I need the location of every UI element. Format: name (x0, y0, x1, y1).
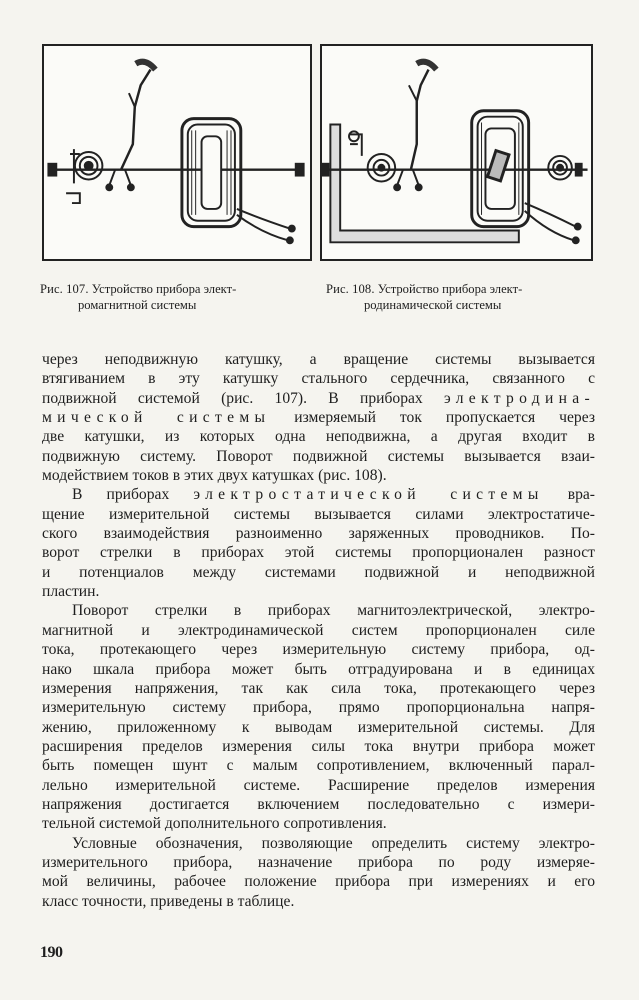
paragraph-3 (42, 601, 595, 833)
text-line: ворот стрелки в приборах этой системы пропорционален разност (42, 544, 595, 562)
text-line (42, 389, 595, 408)
text-line (42, 485, 595, 504)
text-line (42, 408, 595, 427)
electromagnetic-device-drawing (44, 46, 310, 259)
text-line: через неподвижную катушку, а вращение системы вызывается (42, 351, 595, 368)
text-line: модействием токов в этих двух катушках (рис. 108). (42, 467, 387, 485)
page-number: 190 (40, 944, 63, 961)
text-run: вра- (543, 486, 595, 504)
spaced-term: электростатической системы (193, 486, 544, 504)
paragraph-4 (42, 834, 595, 911)
text-run: подвижной системой (рис. 107). В приборах (42, 389, 445, 407)
text-run: измеряемый ток пропускается через (270, 409, 595, 427)
text-line: пластин. (42, 583, 100, 601)
figure-107-number: Рис. 107. (40, 282, 89, 296)
figure-107-caption-line1: Устройство прибора элект- (91, 282, 237, 296)
spaced-term: электродина- (444, 389, 595, 407)
text-line: магнитной и электродинамической систем пропорционален силе (42, 621, 595, 639)
figure-108-caption-line1: Устройство прибора элект- (377, 282, 523, 296)
text-line: ского взаимодействия разноименно заряженных проводников. По- (42, 525, 595, 543)
figure-108-electrodynamic-device (320, 44, 593, 261)
text-line: тельной системой дополнительного сопротивления. (42, 815, 387, 833)
figure-108-caption (326, 282, 601, 313)
text-line: мой величины, рабочее положение прибора при измерениях и его (42, 873, 595, 891)
text-line: жению, приложенному к выводам измерительной системы. Для (42, 718, 595, 736)
text-line: измерительного прибора, назначение прибора по роду измеряе- (42, 853, 595, 871)
text-line: Условные обозначения, позволяющие определить систему электро- (72, 834, 595, 852)
text-line: щение измерительной системы вызывается силами электростатиче- (42, 505, 595, 523)
text-line: и потенциалов между системами подвижной и неподвижной (42, 563, 595, 581)
text-line: измерения напряжения, так как сила тока, протекающего через (42, 679, 595, 697)
text-line: Поворот стрелки в приборах магнитоэлектрической, электро- (72, 602, 595, 620)
text-line: быть помещен шунт с малым сопротивлением, включенный парал- (42, 757, 595, 775)
text-line: класс точности, приведены в таблице. (42, 892, 295, 910)
figure-108-number: Рис. 108. (326, 282, 375, 296)
figure-108-caption-line2: родинамической системы (364, 297, 502, 312)
text-line: измерительную систему прибора, прямо пропорциональна напря- (42, 699, 595, 717)
paragraph-1 (42, 350, 595, 485)
text-line: лельно измерительной системе. Расширение пределов измерения (42, 776, 595, 794)
text-line: тока, протекающего через измерительную систему прибора, од- (42, 641, 595, 659)
text-line: напряжения достигается включением последовательно с измери- (42, 795, 595, 813)
figure-107-caption-line2: ромагнитной системы (78, 297, 197, 312)
text-line: подвижную систему. Поворот подвижной системы вызывается взаи- (42, 447, 595, 465)
spaced-term: мической системы (42, 409, 271, 427)
text-line: нако шкала прибора может быть отградуирована и в единицах (42, 660, 595, 678)
figure-107-electromagnetic-device (42, 44, 312, 261)
figure-107-caption (40, 282, 320, 313)
text-run: В приборах (72, 486, 194, 504)
text-line: две катушки, из которых одна неподвижна, а другая входит в (42, 428, 595, 446)
text-line: расширения пределов измерения силы тока внутри прибора может (42, 737, 595, 755)
paragraph-2 (42, 485, 595, 601)
electrodynamic-device-drawing (322, 46, 591, 259)
body-text (42, 350, 595, 911)
text-line: втягиванием в эту катушку стального сердечника, связанного с (42, 370, 595, 388)
